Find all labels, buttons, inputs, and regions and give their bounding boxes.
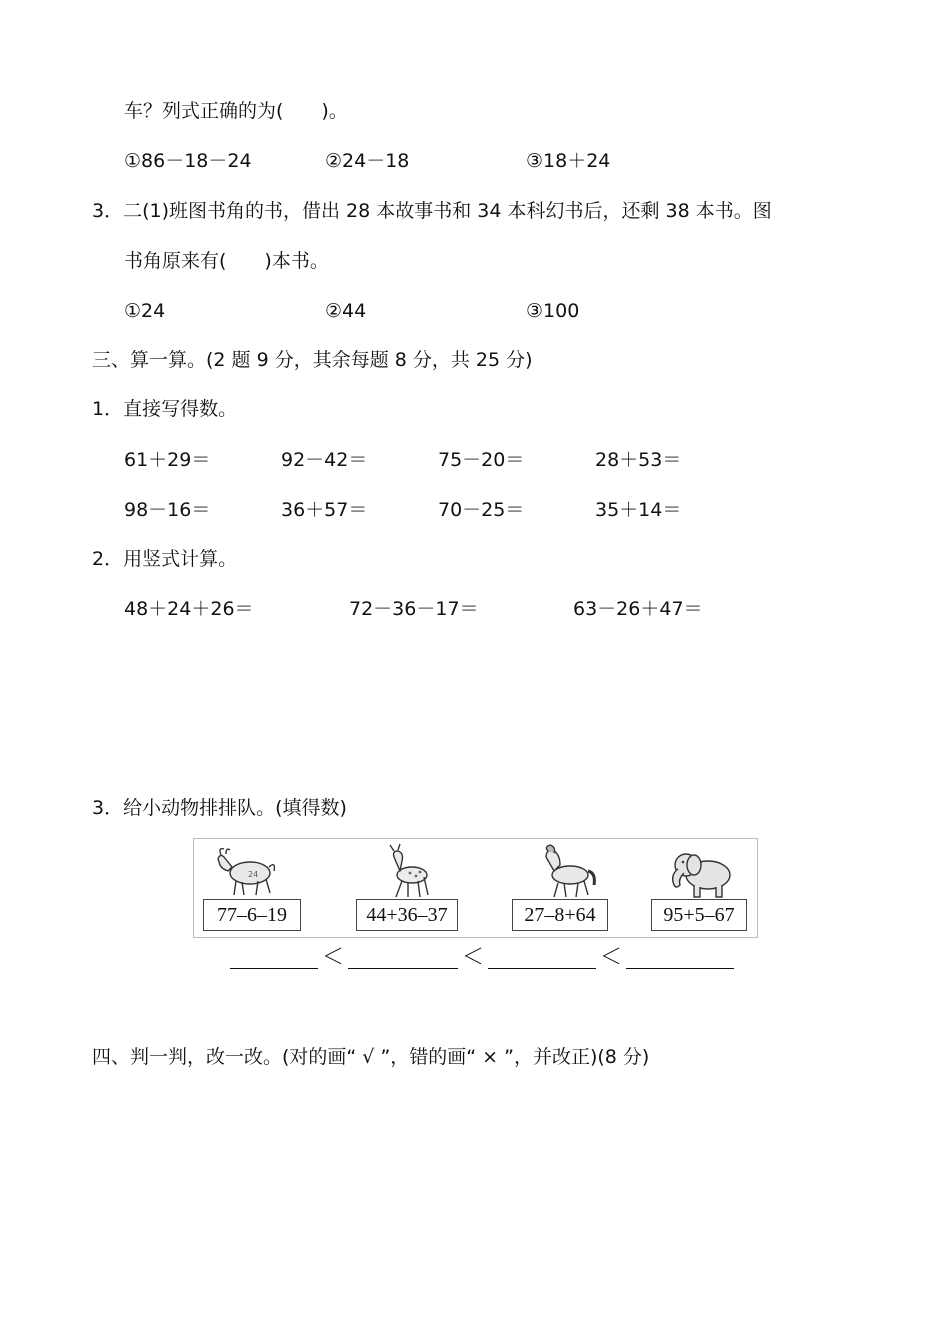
q3-option-2: ②44 xyxy=(325,300,367,322)
answer-blank-3[interactable] xyxy=(488,948,596,969)
calc-item: 35＋14＝ xyxy=(595,499,682,521)
q3-option-1: ①24 xyxy=(124,300,166,322)
less-than-symbol: ＜ xyxy=(462,945,485,970)
expr-box-elephant: 95+5–67 xyxy=(651,899,747,931)
q2-option-2: ②24－18 xyxy=(325,150,410,172)
calc-item: 70－25＝ xyxy=(438,499,525,521)
answer-blank-2[interactable] xyxy=(348,948,458,969)
section-3-heading: 三、算一算。(2 题 9 分，其余每题 8 分，共 25 分) xyxy=(92,349,533,371)
section-4-heading: 四、判一判，改一改。(对的画“ √ ”，错的画“ × ”，并改正)(8 分) xyxy=(92,1046,650,1068)
calc-item: 36＋57＝ xyxy=(281,499,368,521)
animal-figure xyxy=(193,838,758,938)
less-than-symbol: ＜ xyxy=(600,945,623,970)
goat-icon xyxy=(212,845,282,901)
calc-item: 75－20＝ xyxy=(438,449,525,471)
expr-box-horse: 27–8+64 xyxy=(512,899,608,931)
q3-option-3: ③100 xyxy=(526,300,580,322)
q2-option-1: ①86－18－24 xyxy=(124,150,252,172)
calc-item: 61＋29＝ xyxy=(124,449,211,471)
calc-item: 92－42＝ xyxy=(281,449,368,471)
answer-blank-4[interactable] xyxy=(626,948,734,969)
vertical-calc-item: 72－36－17＝ xyxy=(349,598,479,620)
q2-option-3: ③18＋24 xyxy=(526,150,611,172)
part-1-title: 1．直接写得数。 xyxy=(92,398,238,420)
deer-icon xyxy=(378,843,438,901)
ordering-answer-line xyxy=(230,947,734,969)
expr-box-goat: 77–6–19 xyxy=(203,899,301,931)
vertical-calc-item: 63－26＋47＝ xyxy=(573,598,703,620)
answer-blank-1[interactable] xyxy=(230,948,318,969)
expr-box-deer: 44+36–37 xyxy=(356,899,458,931)
question-3-line-2: 书角原来有( )本书。 xyxy=(124,250,329,272)
calc-item: 28＋53＝ xyxy=(595,449,682,471)
calc-item: 98－16＝ xyxy=(124,499,211,521)
part-2-title: 2．用竖式计算。 xyxy=(92,548,238,570)
less-than-symbol: ＜ xyxy=(322,945,345,970)
question-2-continuation: 车？列式正确的为( )。 xyxy=(124,100,348,122)
vertical-calc-item: 48＋24＋26＝ xyxy=(124,598,254,620)
elephant-icon xyxy=(664,845,740,901)
horse-icon xyxy=(534,843,600,901)
question-3-line-1: 3．二(1)班图书角的书，借出 28 本故事书和 34 本科幻书后，还剩 38 本书。图 xyxy=(92,200,772,222)
part-3-title: 3．给小动物排排队。(填得数) xyxy=(92,797,347,819)
svg-text:24: 24 xyxy=(248,870,259,879)
